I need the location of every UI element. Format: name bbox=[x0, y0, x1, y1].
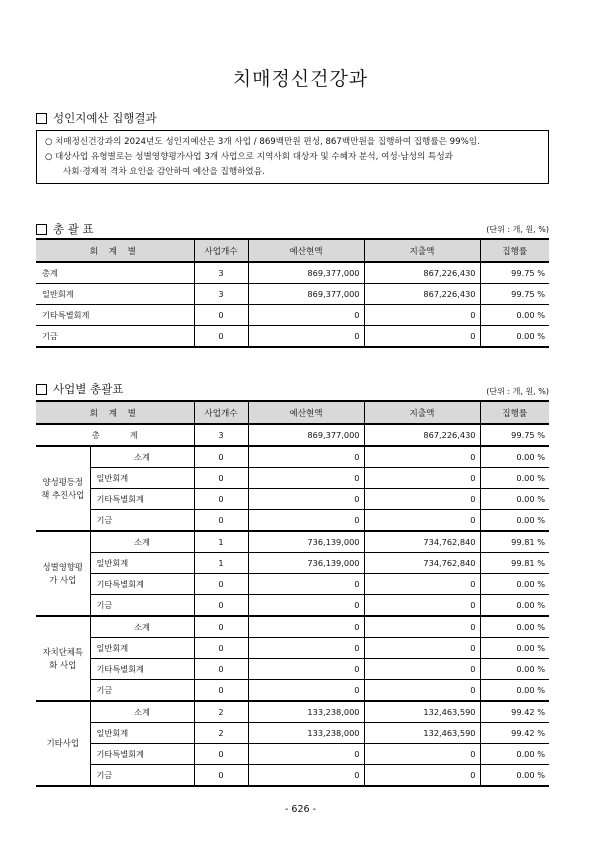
table-row: 자치단체특화 사업 소계 0 0 0 0.00 % bbox=[36, 616, 549, 638]
header-rate: 집행률 bbox=[480, 239, 549, 262]
table-row: 총계 3 869,377,000 867,226,430 99.75 % bbox=[36, 262, 549, 284]
summary-box bbox=[36, 130, 549, 184]
table-row: 기타특별회계 0 0 0 0.00 % bbox=[36, 744, 549, 765]
section-heading-text: 총 괄 표 bbox=[53, 222, 94, 236]
group-label: 자치단체특화 사업 bbox=[36, 616, 90, 701]
table-row: 기타특별회계 0 0 0 0.00 % bbox=[36, 659, 549, 680]
table-row: 일반회계 0 0 0 0.00 % bbox=[36, 638, 549, 659]
table-row: 성별영향평가 사업 소계 1 736,139,000 734,762,840 99.81 % bbox=[36, 531, 549, 553]
checkbox-square-icon bbox=[36, 113, 47, 124]
section-heading-overview bbox=[36, 221, 94, 237]
table-row: 기타특별회계 0 0 0 0.00 % bbox=[36, 305, 549, 326]
table-row: 기금 0 0 0 0.00 % bbox=[36, 595, 549, 617]
table-row-total: 총계 3 869,377,000 867,226,430 99.75 % bbox=[36, 424, 549, 446]
page-number: - 626 - bbox=[284, 804, 317, 815]
page-title: 치매정신건강과 bbox=[232, 68, 369, 90]
group-label: 성별영향평가 사업 bbox=[36, 531, 90, 616]
header-account: 회 계 별 bbox=[36, 239, 194, 262]
header-account: 회 계 별 bbox=[36, 401, 194, 424]
checkbox-square-icon bbox=[36, 384, 47, 395]
project-table bbox=[36, 400, 549, 787]
group-label: 기타사업 bbox=[36, 701, 90, 786]
header-spent: 지출액 bbox=[364, 401, 480, 424]
summary-bullet-2: ○ 대상사업 유형별로는 성별영향평가사업 3개 사업으로 지역사회 대상자 및 수혜자 분석, 여성·남성의 특성과 bbox=[45, 150, 542, 165]
table-row: 기금 0 0 0 0.00 % bbox=[36, 326, 549, 348]
table-row: 기타특별회계 0 0 0 0.00 % bbox=[36, 574, 549, 595]
summary-bullet-1: ○ 치매정신건강과의 2024년도 성인지예산은 3개 사업 / 869백만원 편성, 867백만원을 집행하여 집행률은 99%임. bbox=[45, 135, 542, 150]
table-row: 기타사업 소계 2 133,238,000 132,463,590 99.42 % bbox=[36, 701, 549, 723]
overview-table bbox=[36, 238, 549, 348]
unit-label: (단위 : 개, 원, %) bbox=[486, 387, 549, 396]
table-row: 일반회계 0 0 0 0.00 % bbox=[36, 468, 549, 489]
header-count: 사업개수 bbox=[194, 401, 248, 424]
section-heading-text: 성인지예산 집행결과 bbox=[53, 111, 157, 125]
header-budget: 예산현액 bbox=[248, 401, 364, 424]
table-header-row bbox=[36, 401, 549, 424]
header-rate: 집행률 bbox=[480, 401, 549, 424]
circle-bullet-icon: ○ bbox=[45, 152, 53, 162]
table-row: 일반회계 1 736,139,000 734,762,840 99.81 % bbox=[36, 553, 549, 574]
header-spent: 지출액 bbox=[364, 239, 480, 262]
section-heading-gender-budget bbox=[36, 110, 157, 126]
header-count: 사업개수 bbox=[194, 239, 248, 262]
section-heading-text: 사업별 총괄표 bbox=[53, 382, 124, 396]
table-row: 기금 0 0 0 0.00 % bbox=[36, 680, 549, 702]
group-label: 양성평등정책 추진사업 bbox=[36, 446, 90, 531]
table-row: 일반회계 2 133,238,000 132,463,590 99.42 % bbox=[36, 723, 549, 744]
unit-label: (단위 : 개, 원, %) bbox=[486, 225, 549, 234]
checkbox-square-icon bbox=[36, 224, 47, 235]
table-header-row bbox=[36, 239, 549, 262]
table-row: 기금 0 0 0 0.00 % bbox=[36, 765, 549, 787]
table-row: 양성평등정책 추진사업 소계 0 0 0 0.00 % bbox=[36, 446, 549, 468]
circle-bullet-icon: ○ bbox=[45, 137, 53, 147]
section-heading-by-project bbox=[36, 381, 123, 397]
table-row: 기금 0 0 0 0.00 % bbox=[36, 510, 549, 532]
header-budget: 예산현액 bbox=[248, 239, 364, 262]
table-row: 일반회계 3 869,377,000 867,226,430 99.75 % bbox=[36, 284, 549, 305]
table-row: 기타특별회계 0 0 0 0.00 % bbox=[36, 489, 549, 510]
summary-bullet-2-cont: 사회·경제적 격차 요인을 감안하여 예산을 집행하였음. bbox=[63, 167, 265, 177]
